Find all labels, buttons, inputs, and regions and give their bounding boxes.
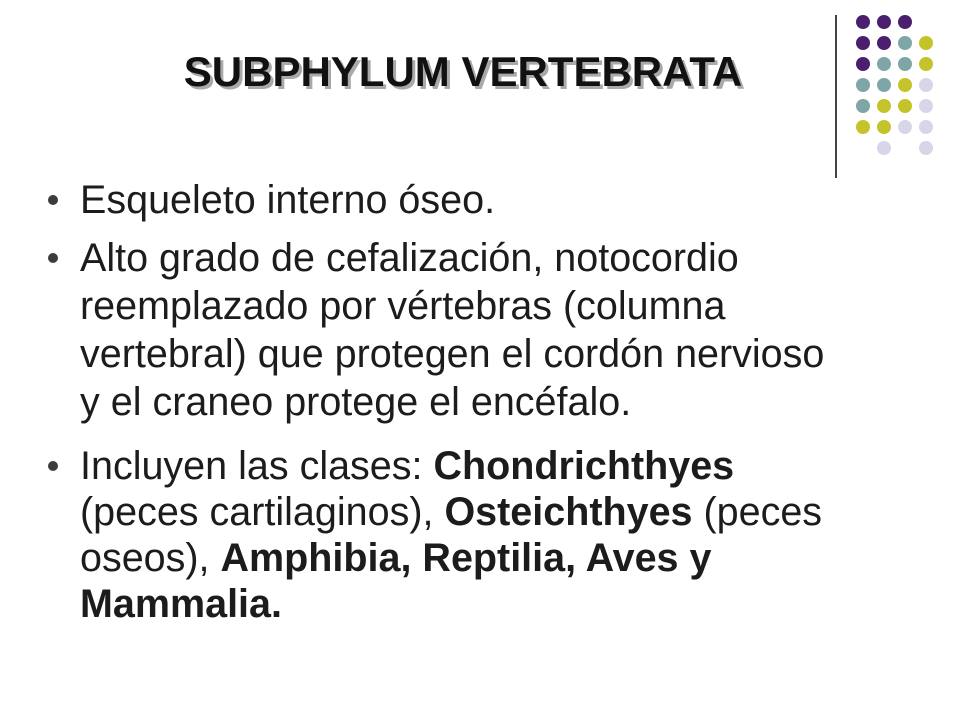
decorative-dot	[919, 57, 933, 71]
bullet-line	[0, 535, 900, 581]
text-segment: reemplazado por vértebras (columna	[80, 284, 726, 328]
decorative-dot	[898, 99, 912, 113]
text-segment: Incluyen las clases:	[80, 444, 434, 488]
text-segment-bold: Mammalia.	[80, 582, 282, 626]
bullet-line	[0, 282, 900, 330]
bullet-line	[0, 176, 900, 224]
text-segment: Esqueleto interno óseo.	[80, 178, 496, 222]
decorative-dot	[877, 15, 891, 29]
bullet-line	[0, 581, 900, 627]
text-segment: Alto grado de cefalización, notocordio	[80, 236, 739, 280]
decorative-dot	[856, 78, 870, 92]
decorative-dot	[877, 99, 891, 113]
text-segment: oseos),	[80, 536, 221, 580]
text-segment: (peces cartilaginos),	[80, 490, 445, 534]
bullet-line	[0, 489, 900, 535]
bullet-line	[0, 378, 900, 426]
decorative-dot	[877, 120, 891, 134]
decorative-dot	[877, 36, 891, 50]
decorative-dot	[877, 57, 891, 71]
bullet-dot-icon	[48, 195, 58, 205]
decorative-dot	[856, 15, 870, 29]
decorative-dot	[877, 78, 891, 92]
decorative-dot	[898, 57, 912, 71]
decorative-dot	[898, 36, 912, 50]
decorative-dot	[856, 57, 870, 71]
decorative-dot	[898, 78, 912, 92]
text-segment: (peces	[692, 490, 823, 534]
bullet-line	[0, 443, 900, 489]
text-segment-bold: Osteichthyes	[444, 490, 693, 534]
decorative-dot	[898, 120, 912, 134]
text-segment: y el craneo protege el encéfalo.	[80, 380, 632, 424]
text-segment-bold: Amphibia, Reptilia, Aves y	[220, 536, 712, 580]
text-segment-bold: Chondrichthyes	[433, 444, 735, 488]
slide-title: SUBPHYLUM VERTEBRATA	[183, 48, 743, 95]
decorative-dot	[877, 141, 891, 155]
bullet-item	[0, 176, 900, 224]
bullet-item	[0, 443, 900, 627]
bullet-dot-icon	[48, 253, 58, 263]
bullet-line	[0, 330, 900, 378]
decorative-dot	[856, 120, 870, 134]
bullet-line	[0, 234, 900, 282]
decorative-dot	[919, 120, 933, 134]
decorative-dot	[919, 36, 933, 50]
decorative-dot	[856, 99, 870, 113]
text-segment: vertebral) que protegen el cordón nervioso	[80, 332, 825, 376]
bullet-dot-icon	[48, 461, 58, 471]
vertical-divider	[835, 15, 837, 178]
decorative-dot	[919, 99, 933, 113]
decorative-dot	[919, 141, 933, 155]
decorative-dot	[898, 15, 912, 29]
bullet-item	[0, 234, 900, 426]
decorative-dot	[919, 78, 933, 92]
decorative-dot	[856, 36, 870, 50]
